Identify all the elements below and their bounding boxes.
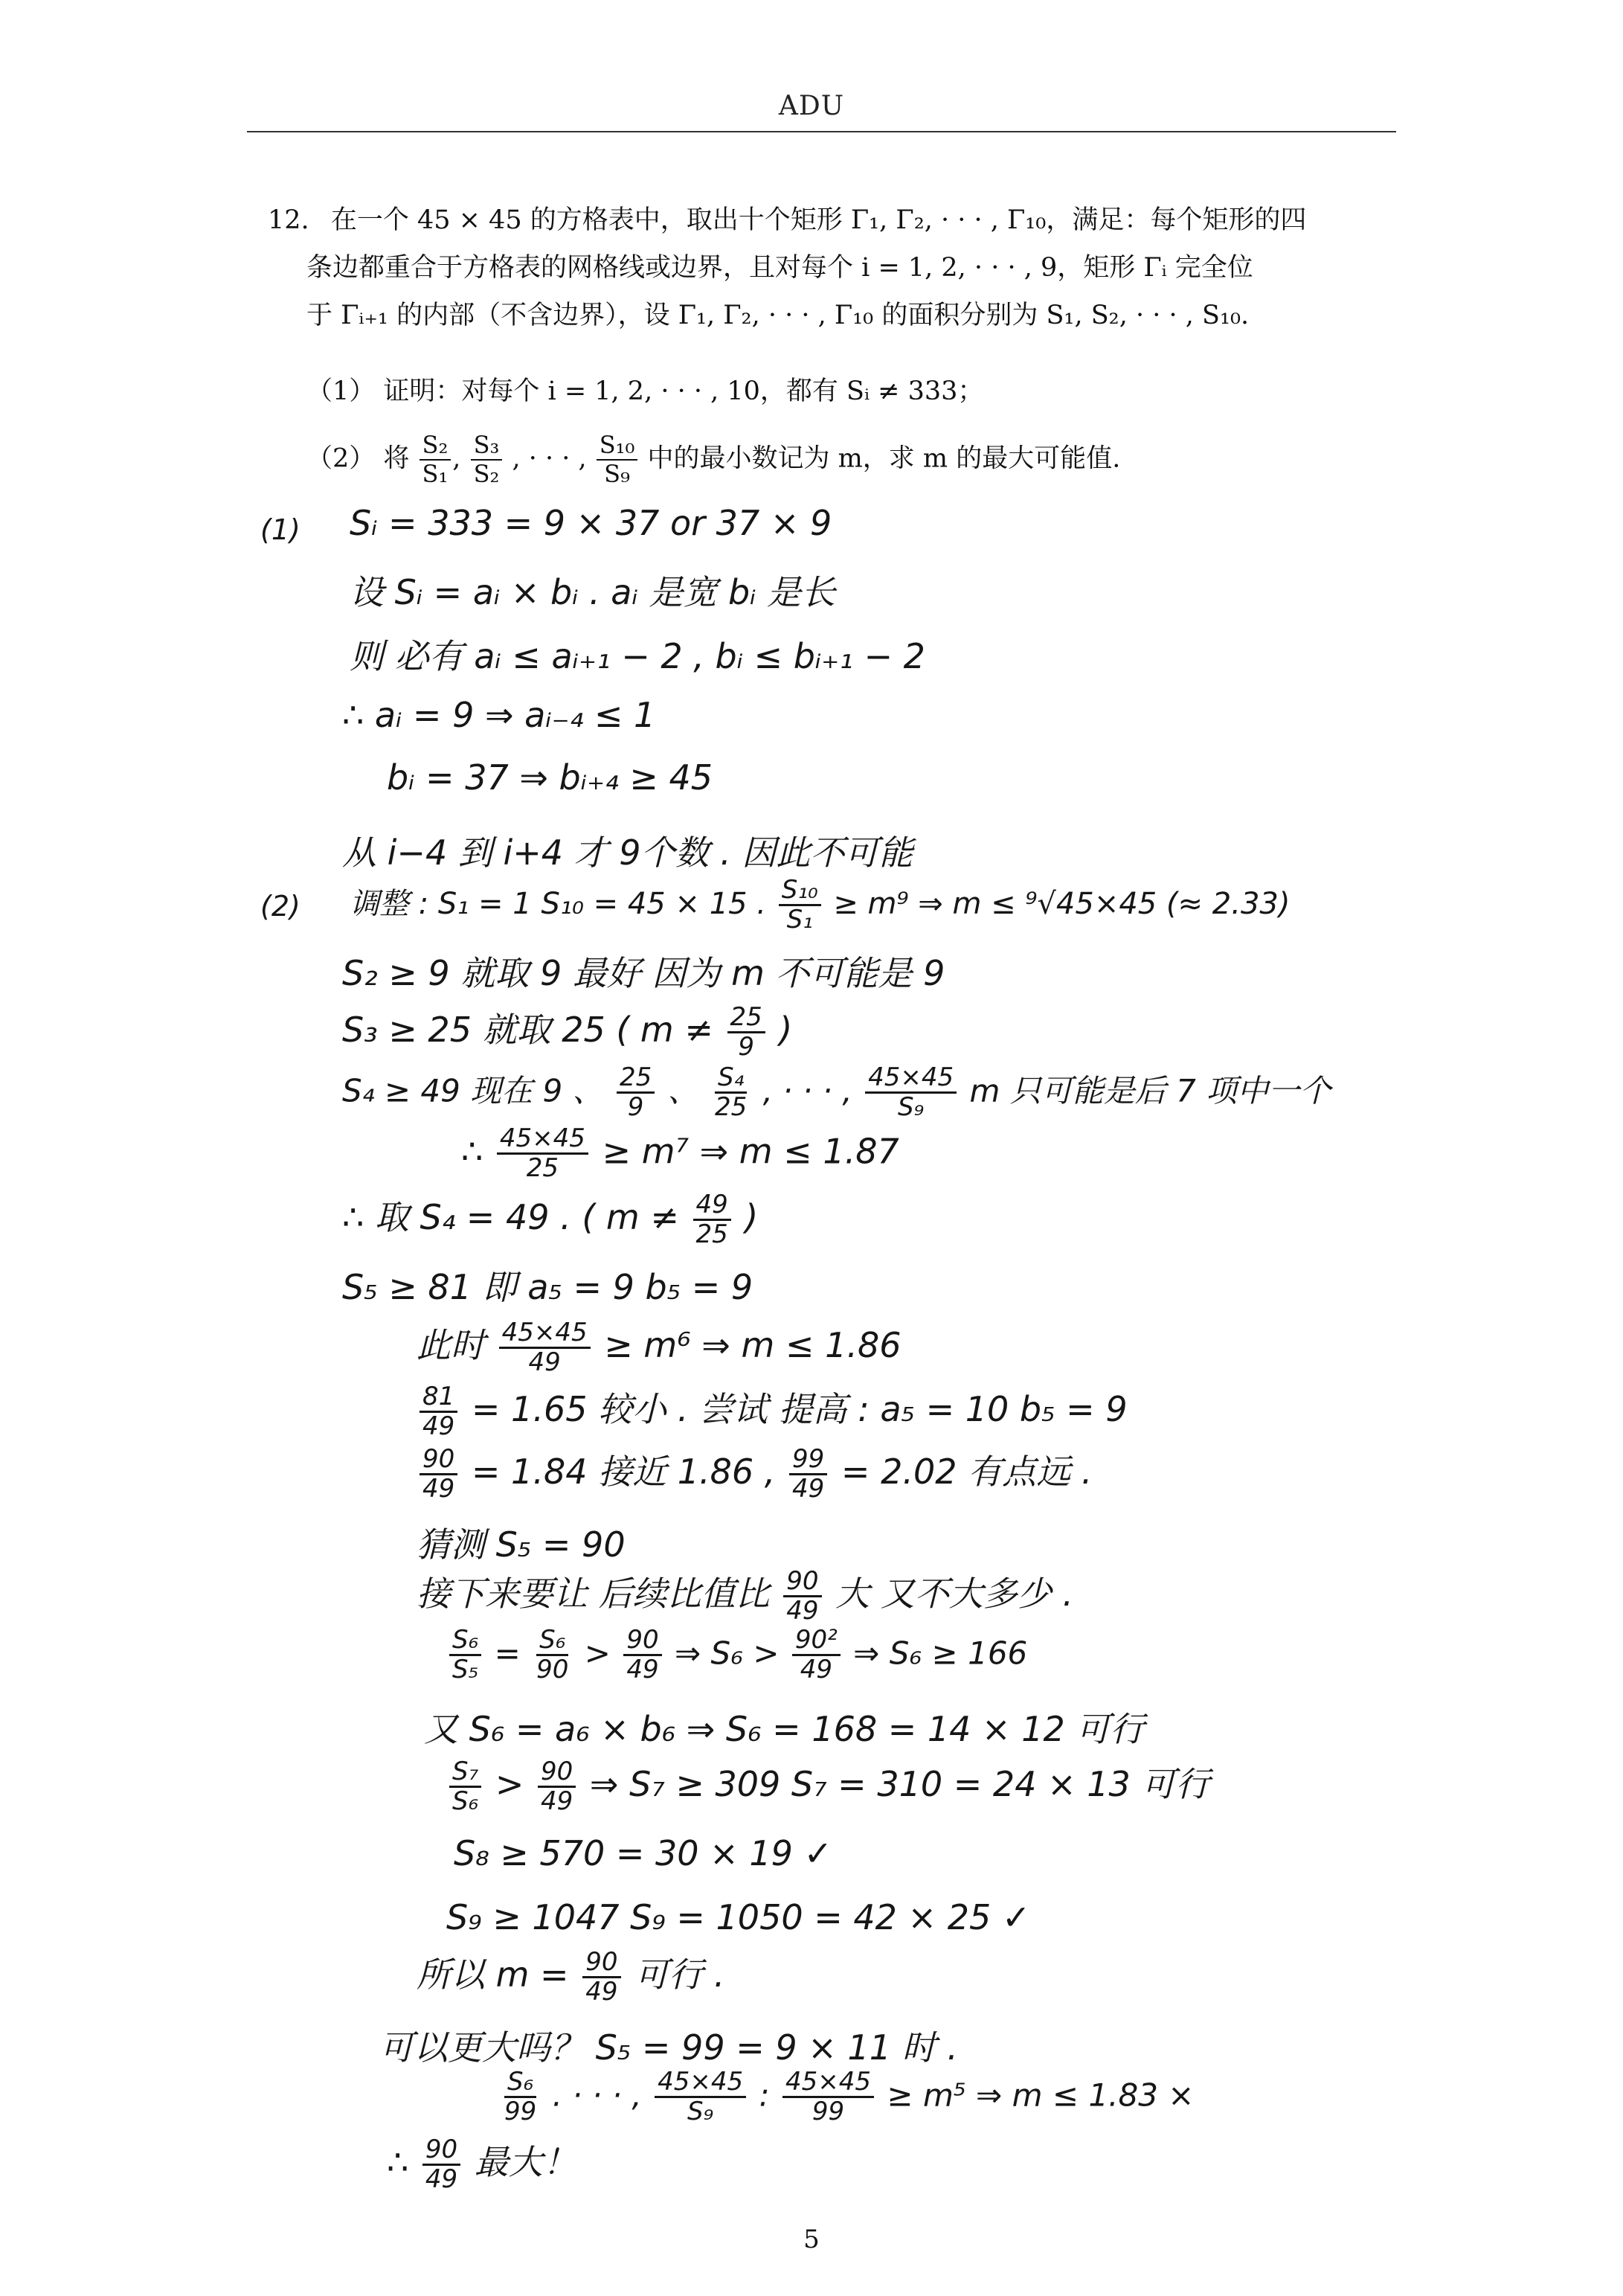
solution-line-21: $\frac{\text{S₇}}{\text{S₆}}$ > $\frac{90}{49}$ ⇒ S₇ ≥ 309 S₇ = 310 = 24 × 13 可行 xyxy=(446,1757,1209,1815)
solution-line-18: 接下来要让 后续比值比 $\frac{90}{49}$ 大 又不大多少 . xyxy=(417,1565,1074,1626)
fraction-s2-s1: $\frac{\text{S₂}}{\text{S₁}}$ xyxy=(420,432,451,488)
solution-line-24: 所以 m = $\frac{90}{49}$ 可行 . xyxy=(417,1946,725,2007)
fraction-25-9-b: $\frac{25}{9}$ xyxy=(617,1064,655,1122)
fraction-49-25: $\frac{49}{25}$ xyxy=(693,1191,731,1249)
fraction-s7-s6: $\frac{\text{S₇}}{\text{S₆}}$ xyxy=(449,1758,481,1816)
fraction-2025-s9: $\frac{45\times 45}{\text{S₉}}$ xyxy=(865,1064,957,1122)
fraction-s4-25: $\frac{\text{S₄}}{25}$ xyxy=(714,1062,748,1123)
page-number: 5 xyxy=(803,2225,820,2254)
solution-line-17: 猜测 S₅ = 90 xyxy=(417,1524,626,1565)
solution-line-23: S₉ ≥ 1047 S₉ = 1050 = 42 × 25 ✓ xyxy=(446,1897,1031,1937)
solution-1-label: (1) xyxy=(260,513,301,546)
fraction-2025-49: $\frac{45\times 45}{49}$ xyxy=(499,1319,591,1377)
solution-line-7: 调整 : S₁ = 1 S₁₀ = 45 × 15 . $\frac{\text{S₁₀}}{\text{S₁}}$ ≥ m⁹ ⇒ m ≤ ⁹√45×45 (≈ 2.33) xyxy=(350,875,1291,935)
fraction-2025-25: $\frac{45\times 45}{25}$ xyxy=(497,1125,588,1183)
fraction-s3-s2: $\frac{\text{S₃}}{\text{S₂}}$ xyxy=(471,432,503,488)
fraction-90-49: $\frac{90}{49}$ xyxy=(420,1446,457,1504)
solution-line-15: $\frac{81}{49}$ = 1.65 较小 . 尝试 提高 : a₅ = 10 b₅ = 9 xyxy=(417,1382,1128,1440)
problem-line-2: 条边都重合于方格表的网格线或边界，且对每个 i = 1, 2, · · · , 9，矩形 Γᵢ 完全位 xyxy=(306,253,1253,283)
solution-line-6: 从 i−4 到 i+4 才 9个数 . 因此不可能 xyxy=(342,833,913,873)
solution-line-22: S₈ ≥ 570 = 30 × 19 ✓ xyxy=(454,1833,833,1873)
fraction-8100-49: $\frac{\text{90²}}{49}$ xyxy=(792,1626,841,1684)
problem-text-1: 在一个 45 × 45 的方格表中，取出十个矩形 Γ₁, Γ₂, · · · , Γ₁₀，满足：每个矩形的四 xyxy=(330,205,1307,235)
solution-line-10: S₄ ≥ 49 现在 9 、 $\frac{25}{9}$ 、 $\frac{\text{S₄}}{25}$ , · · · , $\frac{45\times 45}{\text{S₉}}$ m 只可能是后 7 项中一个 xyxy=(342,1062,1331,1123)
fraction-s6-99: $\frac{\text{S₆}}{99}$ xyxy=(504,2067,537,2127)
solution-line-8: S₂ ≥ 9 就取 9 最好 因为 m 不可能是 9 xyxy=(342,953,945,993)
solution-line-2: 设 Sᵢ = aᵢ × bᵢ . aᵢ 是宽 bᵢ 是长 xyxy=(350,572,836,612)
solution-line-5: bᵢ = 37 ⇒ bᵢ₊₄ ≥ 45 xyxy=(387,757,713,798)
solution-line-11: ∴ $\frac{45\times 45}{25}$ ≥ m⁷ ⇒ m ≤ 1.87 xyxy=(461,1123,899,1184)
part-2-prefix: （2） 将 xyxy=(306,443,410,474)
part-2-suffix: 中的最小数记为 m，求 m 的最大可能值. xyxy=(647,443,1121,474)
part-1: （1） 证明：对每个 i = 1, 2, · · · , 10，都有 Sᵢ ≠ 333； xyxy=(306,376,984,406)
problem-statement xyxy=(0,0,1623,521)
fraction-s10-s9: $\frac{\text{S₁₀}}{\text{S₉}}$ xyxy=(597,432,638,488)
fraction-90-49-c: $\frac{90}{49}$ xyxy=(623,1626,661,1684)
fraction-99-49: $\frac{99}{49}$ xyxy=(789,1446,827,1504)
solution-line-27: ∴ $\frac{90}{49}$ 最大！ xyxy=(387,2134,577,2194)
solution-line-20: 又 S₆ = a₆ × b₆ ⇒ S₆ = 168 = 14 × 12 可行 xyxy=(424,1709,1145,1749)
solution-line-1: Sᵢ = 333 = 9 × 37 or 37 × 9 xyxy=(350,503,832,543)
fraction-s6-90: $\frac{\text{S₆}}{90}$ xyxy=(536,1625,569,1685)
fraction-2025-s9-b: $\frac{45\times 45}{\text{S₉}}$ xyxy=(655,2068,746,2126)
fraction-25-9: $\frac{25}{9}$ xyxy=(727,1004,765,1062)
solution-line-26: $\frac{\text{S₆}}{99}$ . · · · , $\frac{45\times 45}{\text{S₉}}$ : $\frac{45\times 45}{99}$ ≥ m⁵ ⇒ m ≤ 1.83 × xyxy=(498,2068,1194,2126)
solution-2-label: (2) xyxy=(260,890,301,923)
fraction-s6-s5: $\frac{\text{S₆}}{\text{S₅}}$ xyxy=(449,1626,481,1684)
part-2-dots: , · · · , xyxy=(512,443,587,474)
solution-line-14: 此时 $\frac{45\times 45}{49}$ ≥ m⁶ ⇒ m ≤ 1.86 xyxy=(417,1317,902,1377)
solution-line-25: 可以更大吗？ S₅ = 99 = 9 × 11 时 . xyxy=(379,2027,958,2068)
part-2: （2） 将 $\frac{\text{S₂}}{\text{S₁}}$ , $\frac{\text{S₃}}{\text{S₂}}$ , · · · , $\frac{\text{S₁₀}}{\text{S₉}}$ 中的最小数记为 m，求 m 的最大可能值. xyxy=(306,431,1121,488)
fraction-2025-99: $\frac{45\times 45}{99}$ xyxy=(782,2068,874,2126)
fraction-90-49-b: $\frac{90}{49}$ xyxy=(783,1568,821,1626)
running-header: ADU xyxy=(778,91,845,121)
solution-line-13: S₅ ≥ 81 即 a₅ = 9 b₅ = 9 xyxy=(342,1267,753,1307)
fraction-90-49-f: $\frac{90}{49}$ xyxy=(422,2136,460,2194)
fraction-s10-s1: $\frac{\text{S₁₀}}{\text{S₁}}$ xyxy=(779,876,821,934)
solution-line-9: S₃ ≥ 25 就取 25 ( m ≠ $\frac{25}{9}$ ) xyxy=(342,1001,793,1062)
solution-line-19: $\frac{\text{S₆}}{\text{S₅}}$ = $\frac{\text{S₆}}{90}$ > $\frac{90}{49}$ ⇒ S₆ > $\frac{\text{90²}}{49}$ ⇒ S₆ ≥ 166 xyxy=(446,1626,1027,1684)
fraction-90-49-e: $\frac{90}{49}$ xyxy=(582,1949,620,2007)
problem-line-3: 于 Γᵢ₊₁ 的内部（不含边界），设 Γ₁, Γ₂, · · · , Γ₁₀ 的面积分别为 S₁, S₂, · · · , S₁₀. xyxy=(306,301,1250,330)
solution-line-16: $\frac{90}{49}$ = 1.84 接近 1.86 , $\frac{99}{49}$ = 2.02 有点远 . xyxy=(417,1445,1092,1503)
fraction-90-49-d: $\frac{90}{49}$ xyxy=(538,1758,576,1816)
solution-line-12: ∴ 取 S₄ = 49 . ( m ≠ $\frac{49}{25}$ ) xyxy=(342,1189,759,1249)
fraction-81-49: $\frac{81}{49}$ xyxy=(420,1383,457,1441)
solution-line-4: ∴ aᵢ = 9 ⇒ aᵢ₋₄ ≤ 1 xyxy=(342,695,656,735)
problem-line-1 xyxy=(268,199,1306,237)
problem-number: 12. xyxy=(268,205,309,235)
solution-line-3: 则 必有 aᵢ ≤ aᵢ₊₁ − 2 , bᵢ ≤ bᵢ₊₁ − 2 xyxy=(350,636,925,676)
